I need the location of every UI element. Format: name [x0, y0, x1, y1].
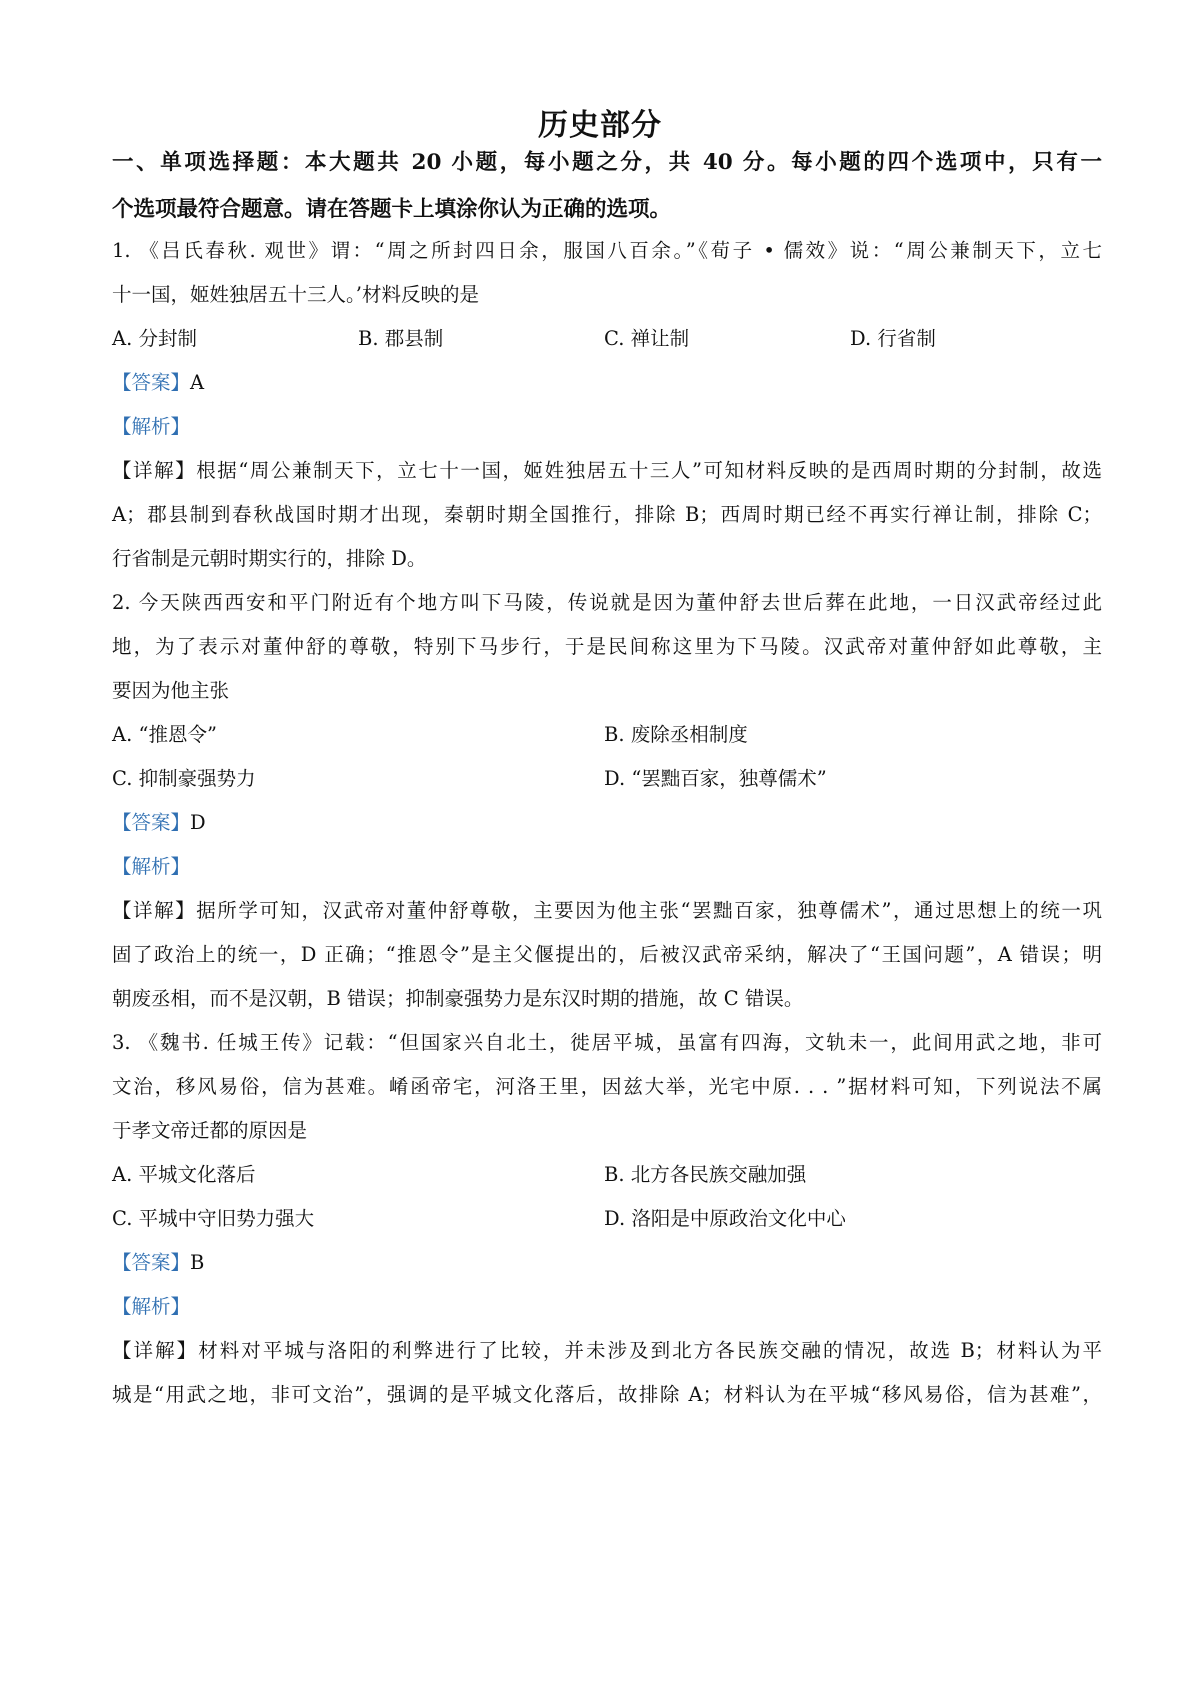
page-title: 历史部分	[538, 108, 662, 143]
q1-detail-text-1: 根据“周公兼制天下，立七十一国，姬姓独居五十三人”可知材料反映的是西周时期的分封制，故选	[196, 459, 1102, 482]
q3-stem-line-3: 于孝文帝迁都的原因是	[112, 1119, 308, 1142]
q1-answer-value: A	[190, 371, 205, 394]
q2-answer	[112, 808, 1102, 838]
analysis-tag: 【解析】	[112, 415, 191, 438]
q2-detail-line-2: 固了政治上的统一，D 正确；“推恩令”是主父偃提出的，后被汉武帝采纳，解决了“王国问题”，A 错误；明	[112, 943, 1102, 966]
detail-tag: 【详解】	[112, 1339, 199, 1362]
q3-detail-line-1	[112, 1336, 1102, 1366]
q1-detail-line-1	[112, 456, 1102, 486]
answer-tag: 【答案】	[112, 811, 191, 834]
q2-detail-text-1: 据所学可知，汉武帝对董仲舒尊敬，主要因为他主张“罢黜百家，独尊儒术”，通过思想上的统一巩	[196, 899, 1102, 922]
q3-stem-line-2: 文治，移风易俗，信为甚难。崤函帝宅，河洛王里，因兹大举，光宅中原. . . ”据材料可知，下列说法不属	[112, 1075, 1102, 1098]
q3-detail-text-1: 材料对平城与洛阳的利弊进行了比较，并未涉及到北方各民族交融的情况，故选 B；材料认为平	[198, 1339, 1102, 1362]
answer-tag: 【答案】	[112, 371, 191, 394]
analysis-tag: 【解析】	[112, 855, 191, 878]
q3-detail-line-2: 城是“用武之地，非可文治”，强调的是平城文化落后，故排除 A；材料认为在平城“移风易俗，信为甚难”，	[112, 1383, 1102, 1406]
section-heading-line-2: 个选项最符合题意。请在答题卡上填涂你认为正确的选项。	[112, 197, 672, 222]
q1-analysis	[112, 412, 1102, 442]
q2-option-d: D. “罢黜百家，独尊儒术”	[604, 767, 827, 790]
q3-answer	[112, 1248, 1102, 1278]
q1-answer	[112, 368, 1102, 398]
q1-option-d: D. 行省制	[850, 327, 936, 350]
q1-detail-line-3: 行省制是元朝时期实行的，排除 D。	[112, 547, 427, 570]
q1-option-b: B. 郡县制	[358, 327, 444, 350]
q2-option-b: B. 废除丞相制度	[604, 723, 748, 746]
q2-option-a: A. “推恩令”	[112, 723, 217, 746]
q3-option-d: D. 洛阳是中原政治文化中心	[604, 1207, 846, 1230]
q2-stem-line-3: 要因为他主张	[112, 679, 230, 702]
q1-stem-line-1: 1. 《吕氏春秋. 观世》谓：“周之所封四日余，服国八百余。”《荀子 • 儒效》说：“周公兼制天下，立七	[112, 239, 1102, 262]
q1-option-c: C. 禅让制	[604, 327, 690, 350]
q3-answer-value: B	[190, 1251, 205, 1274]
q3-option-b: B. 北方各民族交融加强	[604, 1163, 807, 1186]
q2-option-c: C. 抑制豪强势力	[112, 767, 256, 790]
q2-stem-line-2: 地，为了表示对董仲舒的尊敬，特别下马步行，于是民间称这里为下马陵。汉武帝对董仲舒如此尊敬，主	[112, 635, 1102, 658]
q2-detail-line-1	[112, 896, 1102, 926]
detail-tag: 【详解】	[112, 459, 197, 482]
q2-analysis	[112, 852, 1102, 882]
q3-analysis	[112, 1292, 1102, 1322]
q3-option-c: C. 平城中守旧势力强大	[112, 1207, 315, 1230]
q2-answer-value: D	[190, 811, 206, 834]
detail-tag: 【详解】	[112, 899, 197, 922]
q1-option-a: A. 分封制	[112, 327, 197, 350]
q2-detail-line-3: 朝废丞相，而不是汉朝，B 错误；抑制豪强势力是东汉时期的措施，故 C 错误。	[112, 987, 804, 1010]
q1-detail-line-2: A；郡县制到春秋战国时期才出现，秦朝时期全国推行，排除 B；西周时期已经不再实行禅让制，排除 C；	[112, 503, 1102, 526]
q1-stem-line-2: 十一国，姬姓独居五十三人。’材料反映的是	[112, 283, 479, 306]
answer-tag: 【答案】	[112, 1251, 191, 1274]
q3-option-a: A. 平城文化落后	[112, 1163, 256, 1186]
analysis-tag: 【解析】	[112, 1295, 191, 1318]
q2-stem-line-1: 2. 今天陕西西安和平门附近有个地方叫下马陵，传说就是因为董仲舒去世后葬在此地，一日汉武帝经过此	[112, 591, 1102, 614]
section-heading-line-1: 一、单项选择题：本大题共 20 小题，每小题之分，共 40 分。每小题的四个选项中，只有一	[112, 150, 1102, 175]
q3-stem-line-1: 3. 《魏书. 任城王传》记载：“但国家兴自北土，徙居平城，虽富有四海，文轨未一，此间用武之地，非可	[112, 1031, 1102, 1054]
